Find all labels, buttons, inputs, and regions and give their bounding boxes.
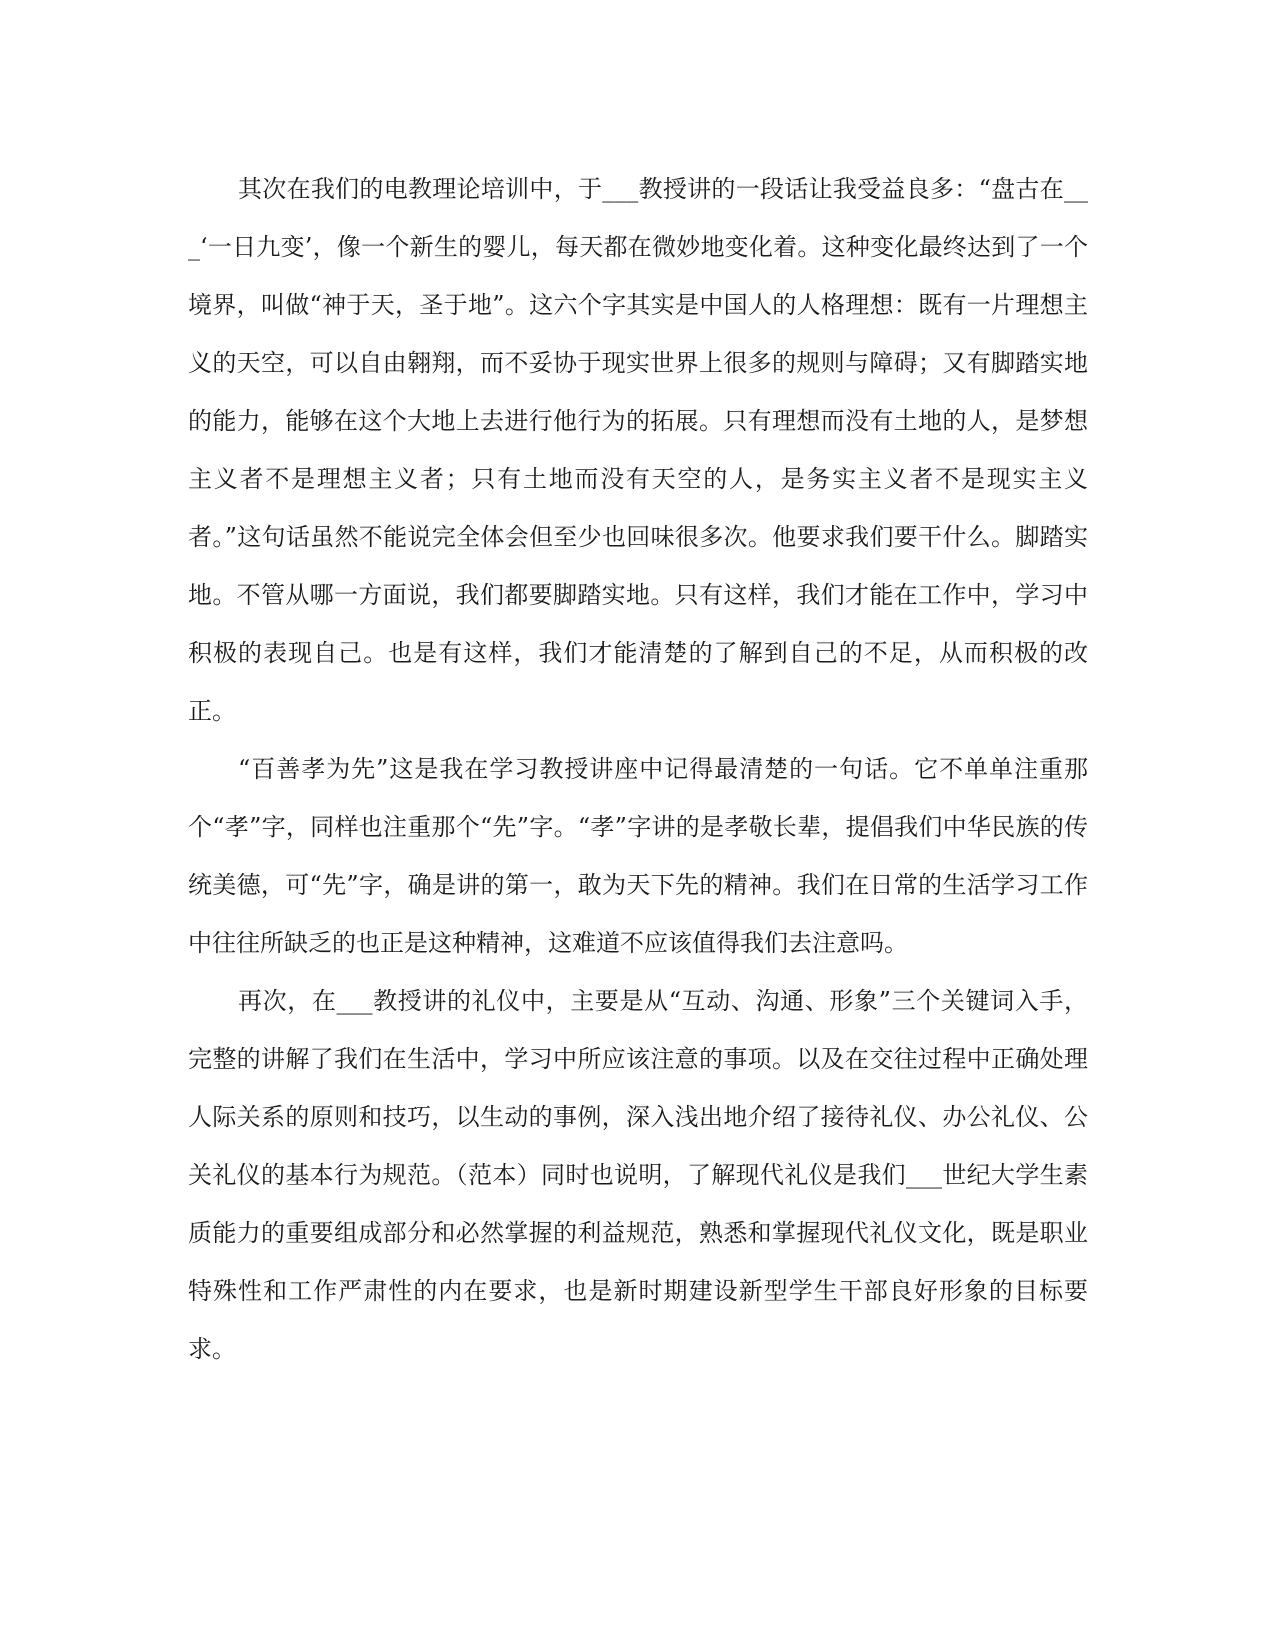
document-body <box>188 160 1088 1378</box>
paragraph-filial-piety: “百善孝为先”这是我在学习教授讲座中记得最清楚的一句话。它不单单注重那个“孝”字，同样也注重那个“先”字。“孝”字讲的是孝敬长辈，提倡我们中华民族的传统美德，可“先”字，确是讲的第一，敢为天下先的精神。我们在日常的生活学习工作中往往所缺乏的也正是这种精神，这难道不应该值得我们去注意吗。 <box>188 755 1088 957</box>
paragraph-etiquette: 再次，在___教授讲的礼仪中，主要是从“互动、沟通、形象”三个关键词入手，完整的讲解了我们在生活中，学习中所应该注意的事项。以及在交往过程中正确处理人际关系的原则和技巧，以生动的事例，深入浅出地介绍了接待礼仪、办公礼仪、公关礼仪的基本行为规范。（范本）同时也说明，了解现代礼仪是我们___世纪大学生素质能力的重要组成部分和必然掌握的利益规范，熟悉和掌握现代礼仪文化，既是职业特殊性和工作严肃性的内在要求，也是新时期建设新型学生干部良好形象的目标要求。 <box>188 987 1088 1363</box>
paragraph-professor-quote: 其次在我们的电教理论培训中，于___教授讲的一段话让我受益良多：“盘古在___‘一日九变’，像一个新生的婴儿，每天都在微妙地变化着。这种变化最终达到了一个境界，叫做“神于天，圣于地”。这六个字其实是中国人的人格理想：既有一片理想主义的天空，可以自由翱翔，而不妥协于现实世界上很多的规则与障碍；又有脚踏实地的能力，能够在这个大地上去进行他行为的拓展。只有理想而没有土地的人，是梦想主义者不是理想主义者；只有土地而没有天空的人，是务实主义者不是现实主义者。”这句话虽然不能说完全体会但至少也回味很多次。他要求我们要干什么。脚踏实地。不管从哪一方面说，我们都要脚踏实地。只有这样，我们才能在工作中，学习中积极的表现自己。也是有这样，我们才能清楚的了解到自己的不足，从而积极的改正。 <box>188 175 1088 725</box>
